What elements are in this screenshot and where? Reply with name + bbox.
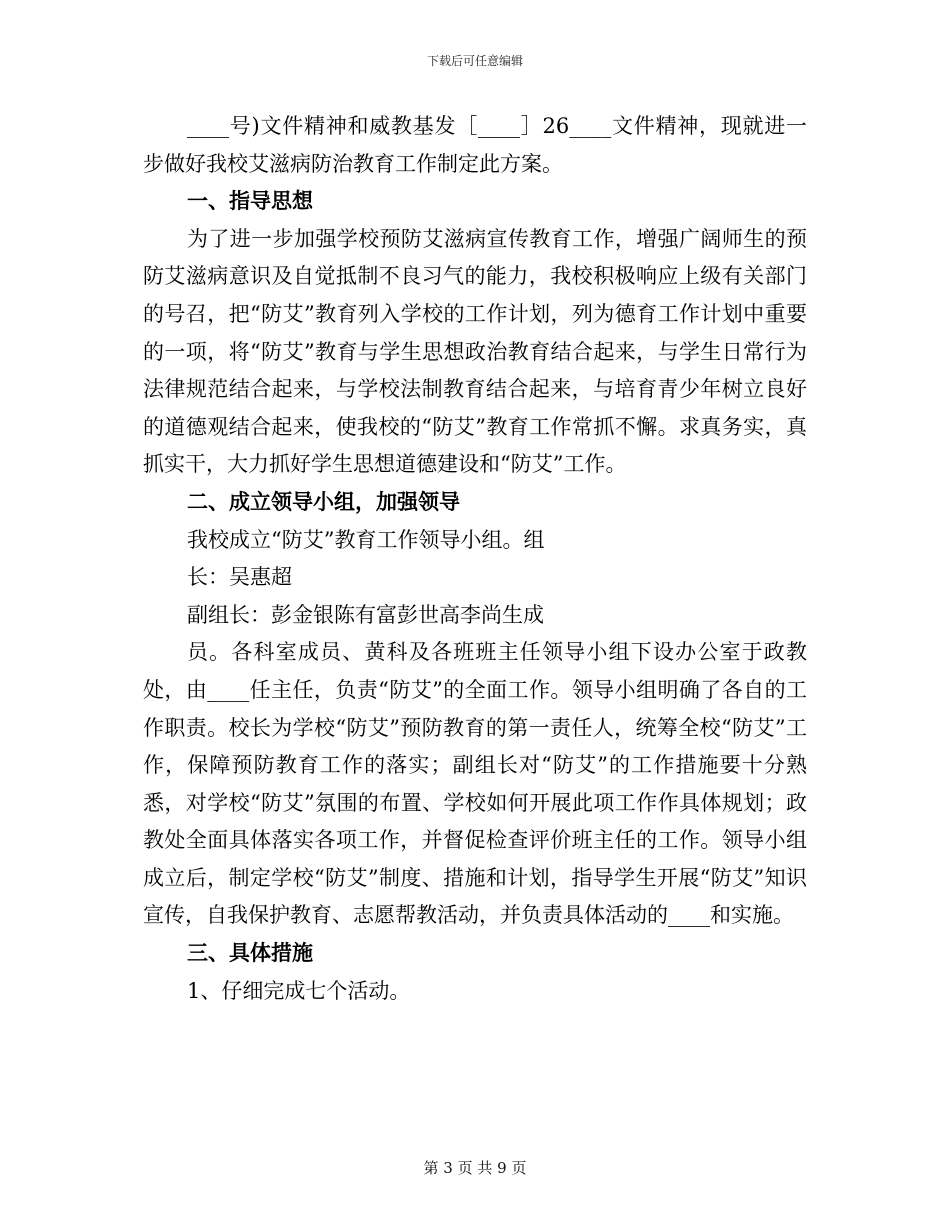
paragraph-intro: ____号)文件精神和威教基发［____］26____文件精神，现就进一步做好我校艾滋病防治教育工作制定此方案。 [143, 114, 807, 176]
paragraph-deputy-leaders: 副组长：彭金银陈有富彭世高李尚生成 [187, 602, 544, 627]
document-body [143, 108, 807, 1010]
section-heading-leadership-group: 二、成立领导小组，加强领导 [187, 489, 460, 514]
section-heading-measures: 三、具体措施 [187, 941, 313, 966]
paragraph-measure-1: 1、仔细完成七个活动。 [187, 978, 411, 1003]
page-number-footer: 第 3 页 共 9 页 [423, 1159, 527, 1177]
section-heading-guiding-thought: 一、指导思想 [187, 189, 313, 214]
paragraph-group-leader: 长：吴惠超 [187, 565, 292, 590]
paragraph-members-duties: 员。各科室成员、黄科及各班班主任领导小组下设办公室于政教处，由____任主任，负责“防艾”的全面工作。领导小组明确了各自的工作职责。校长为学校“防艾”预防教育的第一责任人，统筹全校“防艾”工作，保障预防教育工作的落实；副组长对“防艾”的工作措施要十分熟悉，对学校“防艾”氛围的布置、学校如何开展此项工作作具体规划；政教处全面具体落实各项工作，并督促检查评价班主任的工作。领导小组成立后，制定学校“防艾”制度、措施和计划，指导学生开展“防艾”知识宣传，自我保护教育、志愿帮教活动，并负责具体活动的____和实施。 [143, 640, 807, 928]
page-header-note: 下载后可任意编辑 [426, 54, 523, 68]
paragraph-guiding-thought: 为了进一步加强学校预防艾滋病宣传教育工作，增强广阔师生的预防艾滋病意识及自觉抵制不良习气的能力，我校积极响应上级有关部门的号召，把“防艾”教育列入学校的工作计划，列为德育工作计划中重要的一项，将“防艾”教育与学生思想政治教育结合起来，与学生日常行为法律规范结合起来，与学校法制教育结合起来，与培育青少年树立良好的道德观结合起来，使我校的“防艾”教育工作常抓不懈。求真务实，真抓实干，大力抓好学生思想道德建设和“防艾”工作。 [143, 226, 807, 477]
paragraph-group-established: 我校成立“防艾”教育工作领导小组。组 [187, 527, 545, 552]
